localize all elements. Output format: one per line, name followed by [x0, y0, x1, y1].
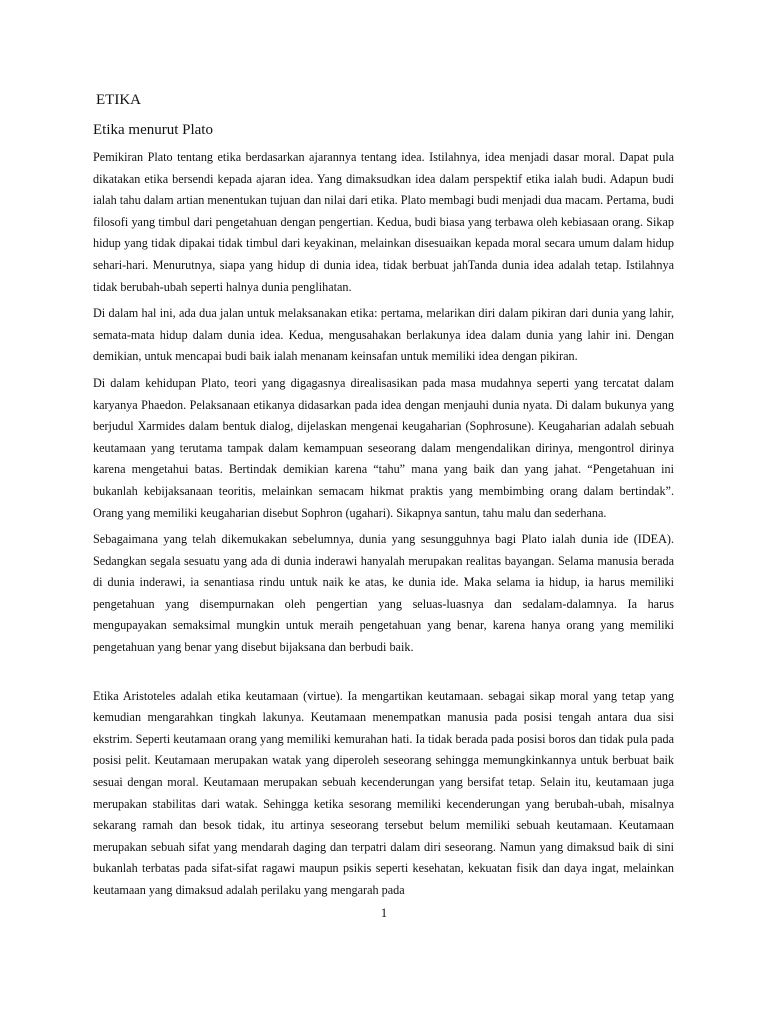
- section-heading: Etika menurut Plato: [93, 122, 213, 138]
- paragraph: Etika Aristoteles adalah etika keutamaan (virtue). Ia mengartikan keutamaan. sebagai sikap moral yang tetap yang kemudian mengarahkan tingkah lakunya. Keutamaan menempatkan manusia pada posisi tengah antara dua sisi ekstrim. Seperti keutamaan orang yang memiliki kemurahan hati. Ia tidak berada pada posisi boros dan tidak pula pada posisi pelit. Keutamaan merupakan watak yang diperoleh seseorang sehingga memungkinkannya untuk berbuat baik sesuai dengan moral. Keutamaan merupakan sebuah kecenderungan yang bersifat tetap. Selain itu, keutamaan juga merupakan stabilitas dari watak. Sehingga ketika sesorang memiliki kecenderungan yang berubah-ubah, misalnya sekarang ramah dan besok tidak, itu artinya seseorang tersebut belum memiliki sebuah keutamaan. Keutamaan merupakan sebuah sifat yang mendarah daging dan terpatri dalam diri seseorang. Namun yang dimaksud baik di sini bukanlah terbatas pada sifat-sifat ragawi maupun psikis seperti kesehatan, kekuatan fisik dan daya ingat, melainkan keutamaan yang dimaksud adalah perilaku yang mengarah pada: [93, 688, 674, 897]
- paragraph: Di dalam hal ini, ada dua jalan untuk melaksanakan etika: pertama, melarikan diri dalam pikiran dari dunia yang lahir, semata-mata hidup dalam dunia idea. Kedua, mengusahakan berlakunya idea dalam dunia yang lahir ini. Dengan demikian, untuk mencapai budi baik ialah menanam keinsafan untuk memiliki idea dengan pikiran.: [93, 306, 674, 364]
- page-number: 1: [380, 906, 388, 920]
- paragraph: Pemikiran Plato tentang etika berdasarkan ajarannya tentang idea. Istilahnya, idea menjadi dasar moral. Dapat pula dikatakan etika bersendi kepada ajaran idea. Yang dimaksudkan idea dalam perspektif etika ialah budi. Adapun budi ialah tahu dalam artian menentukan tujuan dan nilai dari etika. Plato membagi budi menjadi dua macam. Pertama, budi filosofi yang timbul dari pengetahuan dengan pengertian. Kedua, budi biasa yang terbawa oleh kebiasaan orang. Sikap hidup yang tidak dipakai tidak timbul dari keyakinan, melainkan disesuaikan kepada moral secara umum dalam hidup sehari-hari. Menurutnya, siapa yang hidup di dunia idea, tidak berbuat jahTanda dunia idea adalah tetap. Istilahnya tidak berubah-ubah seperti halnya dunia penglihatan.: [93, 150, 674, 294]
- document-body: [93, 147, 674, 907]
- document-title: ETIKA: [96, 92, 141, 108]
- paragraph: Di dalam kehidupan Plato, teori yang digagasnya direalisasikan pada masa mudahnya seperti yang tercatat dalam karyanya Phaedon. Pelaksanaan etikanya didasarkan pada idea dengan menjauhi dunia nyata. Di dalam bukunya yang berjudul Xarmides dalam bentuk dialog, dijelaskan mengenai keugaharian (Sophrosune). Keugaharian adalah sebuah keutamaan yang terutama tampak dalam kemampuan seseorang dalam mengendalikan dirinya, mengontrol dirinya karena mengetahui batas. Bertindak demikian karena “tahu” mana yang baik dan yang jahat. “Pengetahuan ini bukanlah kebijaksanaan teoritis, melainkan semacam hikmat praktis yang membimbing orang dalam bertindak”. Orang yang memiliki keugaharian disebut Sophron (ugahari). Sikapnya santun, tahu malu dan sederhana.: [93, 375, 674, 520]
- paragraph: Sebagaimana yang telah dikemukakan sebelumnya, dunia yang sesungguhnya bagi Plato ialah dunia ide (IDEA). Sedangkan segala sesuatu yang ada di dunia inderawi hanyalah merupakan realitas bayangan. Selama manusia berada di dunia inderawi, ia senantiasa rindu untuk naik ke atas, ke dunia ide. Maka selama ia hidup, ia harus memiliki pengetahuan yang disempurnakan oleh pengertian yang seluas-luasnya dan sedalam-dalamnya. Ia harus mengupayakan semaksimal mungkin untuk meraih pengetahuan yang benar, karena hanya orang yang memiliki pengetahuan yang benar yang disebut bijaksana dan berbudi baik.: [93, 532, 674, 655]
